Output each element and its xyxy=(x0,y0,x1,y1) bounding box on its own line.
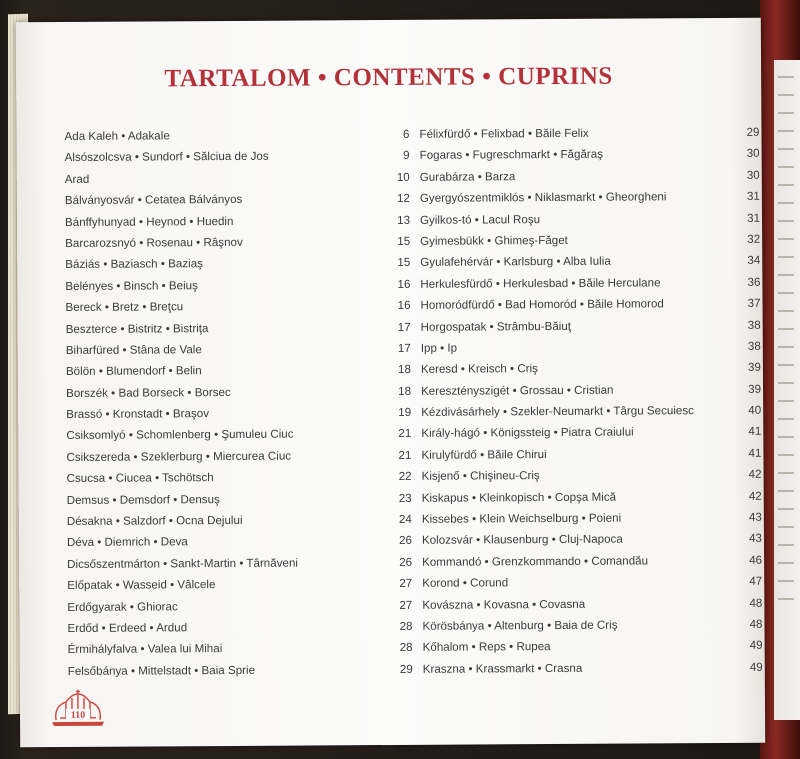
entry-place-name: Alsószolcsva • Sundorf • Sălciua de Jos xyxy=(64,150,269,165)
entry-page-number: 34 xyxy=(747,254,761,268)
entry-place-name: Horgospatak • Strâmbu-Băiuţ xyxy=(420,319,572,334)
entry-place-name: Kraszna • Krassmarkt • Crasna xyxy=(422,661,583,676)
entry-page-number: 47 xyxy=(749,574,763,589)
contents-entry xyxy=(406,314,761,338)
contents-entry xyxy=(65,167,410,190)
entry-place-name: Bánffyhunyad • Heynod • Huedin xyxy=(64,214,234,229)
contents-entry xyxy=(407,464,762,488)
entry-place-name: Barcarozsnyó • Rosenau • Râşnov xyxy=(65,235,243,250)
contents-entry xyxy=(66,316,411,339)
contents-entry xyxy=(406,421,761,445)
entry-page-number: 17 xyxy=(397,320,411,334)
contents-entry xyxy=(407,571,762,595)
contents-entry xyxy=(67,488,412,511)
entry-page-number: 16 xyxy=(397,277,411,291)
contents-entry xyxy=(66,423,411,446)
entry-place-name: Arad xyxy=(64,172,90,186)
entry-place-name: Herkulesfürdő • Herkulesbad • Băile Herculane xyxy=(420,276,661,291)
contents-entry xyxy=(405,186,760,210)
contents-page xyxy=(16,18,765,748)
entry-place-name: Dicsőszentmárton • Sankt-Martin • Târnăveni xyxy=(67,556,298,571)
entry-place-name: Csucsa • Ciucea • Tschötsch xyxy=(66,471,214,486)
entry-page-number: 17 xyxy=(397,341,411,355)
entry-page-number: 16 xyxy=(397,299,411,313)
entry-place-name: Csikszereda • Szeklerburg • Miercurea Ciuc xyxy=(66,449,292,464)
contents-entry xyxy=(406,400,761,424)
entry-page-number: 19 xyxy=(398,405,412,420)
contents-entry xyxy=(405,293,760,317)
contents-entry xyxy=(67,530,412,553)
entry-page-number: 13 xyxy=(397,213,411,227)
entry-place-name: Érmihályfalva • Valea lui Mihai xyxy=(67,642,223,657)
entry-page-number: 38 xyxy=(747,318,761,332)
entry-place-name: Bölön • Blumendorf • Belin xyxy=(65,364,202,379)
entry-place-name: Félixfürdő • Felixbad • Băile Felix xyxy=(419,126,589,141)
entry-place-name: Keresztényszigét • Grossau • Cristian xyxy=(421,383,614,398)
entry-place-name: Király-hágó • Königssteig • Piatra Craiului xyxy=(421,425,634,441)
entry-place-name: Körösbánya • Altenburg • Baia de Criş xyxy=(422,618,618,633)
entry-page-number: 18 xyxy=(397,363,411,377)
entry-place-name: Beszterce • Bistritz • Bistriţa xyxy=(65,321,209,336)
entry-page-number: 42 xyxy=(748,467,762,482)
contents-entry xyxy=(406,443,761,467)
entry-page-number: 30 xyxy=(746,147,760,161)
entry-page-number: 37 xyxy=(747,296,761,310)
entry-page-number: 36 xyxy=(747,275,761,289)
contents-entry xyxy=(66,445,411,468)
entry-page-number: 41 xyxy=(748,446,762,460)
entry-place-name: Fogaras • Fugreschmarkt • Făgăraş xyxy=(419,148,604,163)
entry-place-name: Kommandó • Grenzkommando • Comandău xyxy=(422,554,649,569)
entry-page-number: 49 xyxy=(749,660,763,674)
contents-entry xyxy=(407,485,762,509)
entry-place-name: Bereck • Bretz • Breţcu xyxy=(65,300,184,315)
crown-logo-icon xyxy=(48,688,108,728)
entry-page-number: 43 xyxy=(748,510,762,524)
entry-page-number: 28 xyxy=(399,641,413,655)
contents-entry xyxy=(65,188,410,211)
contents-entry xyxy=(67,616,412,639)
contents-entry xyxy=(65,295,410,318)
entry-place-name: Csiksomlyó • Schomlenberg • Şumuleu Ciuc xyxy=(66,428,294,443)
page-title: TARTALOM • CONTENTS • CUPRINS xyxy=(164,62,613,93)
entry-place-name: Korond • Corund xyxy=(422,576,509,591)
entry-page-number: 39 xyxy=(747,361,761,375)
entry-place-name: Felsőbánya • Mittelstadt • Baia Sprie xyxy=(67,663,256,678)
entry-page-number: 48 xyxy=(749,596,763,610)
entry-place-name: Kovászna • Kovasna • Covasna xyxy=(422,597,586,612)
entry-page-number: 31 xyxy=(747,211,761,225)
entry-place-name: Homoródfürdő • Bad Homoród • Băile Homorod xyxy=(420,297,664,312)
contents-entry xyxy=(67,552,412,575)
entry-page-number: 6 xyxy=(402,127,410,141)
entry-page-number: 27 xyxy=(399,598,413,612)
entry-page-number: 29 xyxy=(399,662,413,676)
contents-entry xyxy=(65,145,410,168)
contents-entry xyxy=(407,550,762,574)
entry-page-number: 48 xyxy=(749,617,763,631)
entry-place-name: Biharfüred • Stâna de Vale xyxy=(65,343,202,357)
entry-place-name: Erdőgyarak • Ghiorac xyxy=(67,599,178,614)
contents-left-column xyxy=(64,124,412,682)
contents-entry xyxy=(67,573,412,596)
entry-place-name: Ada Kaleh • Adakale xyxy=(64,129,170,143)
entry-page-number: 29 xyxy=(746,125,760,139)
entry-place-name: Gyulafehérvár • Karlsburg • Alba Iulia xyxy=(420,254,611,270)
entry-place-name: Kőhalom • Reps • Rupea xyxy=(422,640,551,655)
contents-entry xyxy=(406,378,761,402)
contents-entry xyxy=(407,528,762,552)
entry-page-number: 27 xyxy=(399,577,413,591)
entry-place-name: Gyergyószentmiklós • Niklasmarkt • Gheorgheni xyxy=(419,190,667,205)
contents-entry xyxy=(407,592,762,616)
contents-entry xyxy=(407,507,762,531)
contents-entry xyxy=(406,336,761,360)
entry-place-name: Előpatak • Wasseid • Vâlcele xyxy=(67,578,216,593)
entry-page-number: 12 xyxy=(396,192,410,206)
entry-page-number: 26 xyxy=(399,555,413,569)
entry-page-number: 28 xyxy=(399,619,413,633)
entry-page-number: 41 xyxy=(748,425,762,439)
contents-entry xyxy=(405,250,760,274)
entry-page-number: 22 xyxy=(398,470,412,484)
entry-place-name: Brassó • Kronstadt • Braşov xyxy=(66,407,210,422)
entry-page-number: 24 xyxy=(398,512,412,526)
entry-place-name: Bálványosvár • Cetatea Bálványos xyxy=(64,193,243,208)
entry-page-number: 32 xyxy=(747,232,761,246)
entry-place-name: Gyilkos-tó • Lacul Roşu xyxy=(419,212,541,227)
entry-page-number: 42 xyxy=(748,489,762,503)
contents-entry xyxy=(66,338,411,361)
entry-place-name: Kézdivásárhely • Szekler-Neumarkt • Târgu Secuiesc xyxy=(421,404,694,419)
entry-place-name: Borszék • Bad Borseck • Borsec xyxy=(66,385,231,400)
entry-place-name: Belényes • Binsch • Beiuş xyxy=(65,278,198,293)
entry-place-name: Demsus • Demsdorf • Densuş xyxy=(66,492,220,507)
contents-entry xyxy=(408,656,763,680)
contents-entry xyxy=(66,381,411,404)
entry-place-name: Keresd • Kreisch • Criş xyxy=(420,362,538,377)
entry-place-name: Déva • Diemrich • Deva xyxy=(66,535,188,550)
contents-entry xyxy=(407,614,762,638)
entry-page-number: 21 xyxy=(398,448,412,462)
entry-place-name: Gurabárza • Barza xyxy=(419,170,516,184)
entry-page-number: 31 xyxy=(746,189,760,203)
entry-place-name: Désakna • Salzdorf • Ocna Dejului xyxy=(66,513,243,529)
entry-page-number: 21 xyxy=(398,427,412,441)
entry-place-name: Kissebes • Klein Weichselburg • Poieni xyxy=(421,511,622,526)
entry-place-name: Kirulyfürdő • Băile Chirui xyxy=(421,447,547,462)
contents-entry xyxy=(64,124,409,147)
entry-place-name: Báziás • Baziasch • Baziaş xyxy=(65,257,203,272)
entry-page-number: 40 xyxy=(748,403,762,417)
entry-page-number: 49 xyxy=(749,639,763,653)
entry-page-number: 18 xyxy=(398,384,412,398)
entry-page-number: 43 xyxy=(749,532,763,546)
entry-place-name: Ipp • Ip xyxy=(420,341,458,355)
entry-page-number: 30 xyxy=(746,168,760,182)
contents-entry xyxy=(405,271,760,295)
contents-entry xyxy=(406,357,761,381)
contents-entry xyxy=(67,594,412,617)
contents-entry xyxy=(405,207,760,231)
contents-entry xyxy=(405,143,760,167)
entry-page-number: 15 xyxy=(397,234,411,248)
entry-place-name: Kiskapus • Kleinkopisch • Copşa Mică xyxy=(421,490,617,505)
contents-entry xyxy=(408,635,763,659)
contents-entry xyxy=(65,209,410,232)
entry-place-name: Erdőd • Erdeed • Ardud xyxy=(67,621,188,635)
entry-page-number: 26 xyxy=(399,534,413,548)
facing-page-strip xyxy=(774,60,800,720)
contents-entry xyxy=(65,252,410,275)
entry-page-number: 15 xyxy=(397,256,411,270)
contents-entry xyxy=(405,229,760,253)
entry-page-number: 46 xyxy=(749,553,763,567)
entry-place-name: Kolozsvár • Klausenburg • Cluj-Napoca xyxy=(421,533,623,548)
contents-entry xyxy=(65,231,410,254)
contents-entry xyxy=(67,466,412,489)
contents-entry xyxy=(68,637,413,660)
entry-page-number: 38 xyxy=(747,339,761,353)
contents-entry xyxy=(66,359,411,382)
entry-place-name: Kisjenő • Chişineu-Criş xyxy=(421,469,540,484)
contents-entry xyxy=(405,165,760,189)
contents-entry xyxy=(68,659,413,682)
entry-page-number: 39 xyxy=(748,382,762,396)
contents-right-column xyxy=(404,122,762,680)
entry-page-number: 23 xyxy=(398,491,412,505)
contents-entry xyxy=(66,402,411,425)
contents-entry xyxy=(404,122,759,146)
contents-entry xyxy=(67,509,412,532)
entry-page-number: 10 xyxy=(396,170,410,184)
contents-entry xyxy=(65,274,410,297)
entry-page-number: 9 xyxy=(403,149,410,163)
entry-place-name: Gyimesbükk • Ghimeş-Făget xyxy=(420,233,568,248)
emblem-number: 110 xyxy=(70,709,86,721)
